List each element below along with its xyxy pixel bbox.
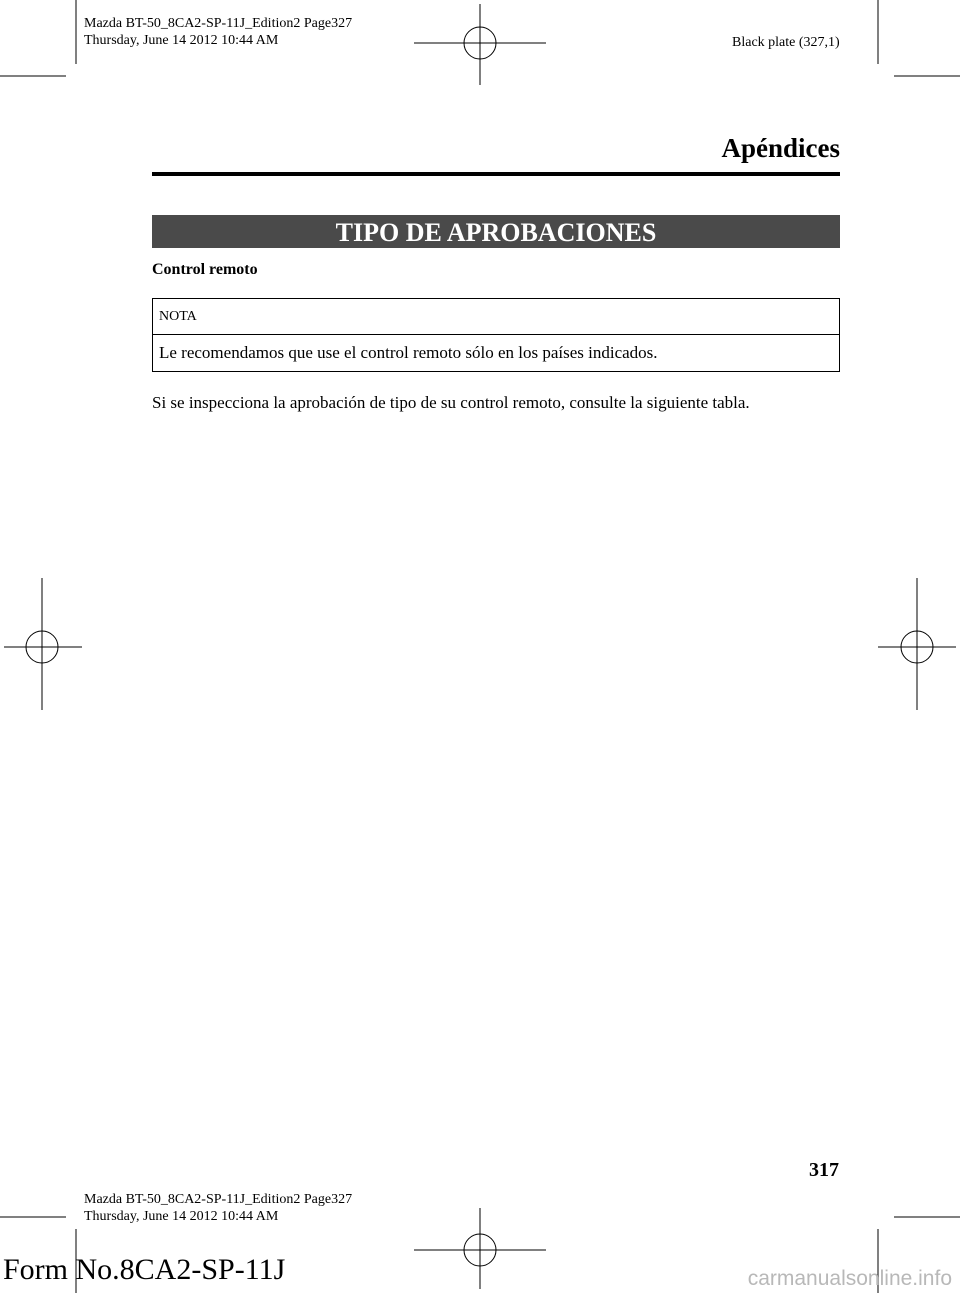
registration-mark-right [878,578,956,710]
note-box [152,298,840,372]
print-footer-date-line: Thursday, June 14 2012 10:44 AM [84,1209,279,1224]
registration-mark-bottom [414,1208,546,1289]
print-footer-file-line: Mazda BT-50_8CA2-SP-11J_Edition2 Page327 [84,1192,353,1207]
corner-mark-top-left [0,0,76,76]
page-number: 317 [809,1159,839,1181]
subheading: Control remoto [152,261,258,278]
section-rule [152,172,840,176]
corner-mark-top-right [878,0,960,76]
print-plate-label: Black plate (327,1) [732,35,840,50]
note-text: Le recomendamos que use el control remoto sólo en los países indicados. [159,343,658,362]
body-paragraph: Si se inspecciona la aprobación de tipo de su control remoto, consulte la siguiente tabla. [152,393,750,412]
registration-mark-top [414,4,546,85]
print-date-line: Thursday, June 14 2012 10:44 AM [84,33,279,48]
print-file-line: Mazda BT-50_8CA2-SP-11J_Edition2 Page327 [84,16,353,31]
chapter-banner: TIPO DE APROBACIONES [152,215,840,248]
form-number: Form No.8CA2-SP-11J [3,1253,286,1286]
print-footer-meta [84,1191,352,1225]
watermark: carmanualsonline.info [747,1267,952,1290]
print-header-meta [84,15,352,49]
registration-mark-left [4,578,82,710]
section-title: Apéndices [721,133,840,163]
note-label: NOTA [153,299,839,335]
